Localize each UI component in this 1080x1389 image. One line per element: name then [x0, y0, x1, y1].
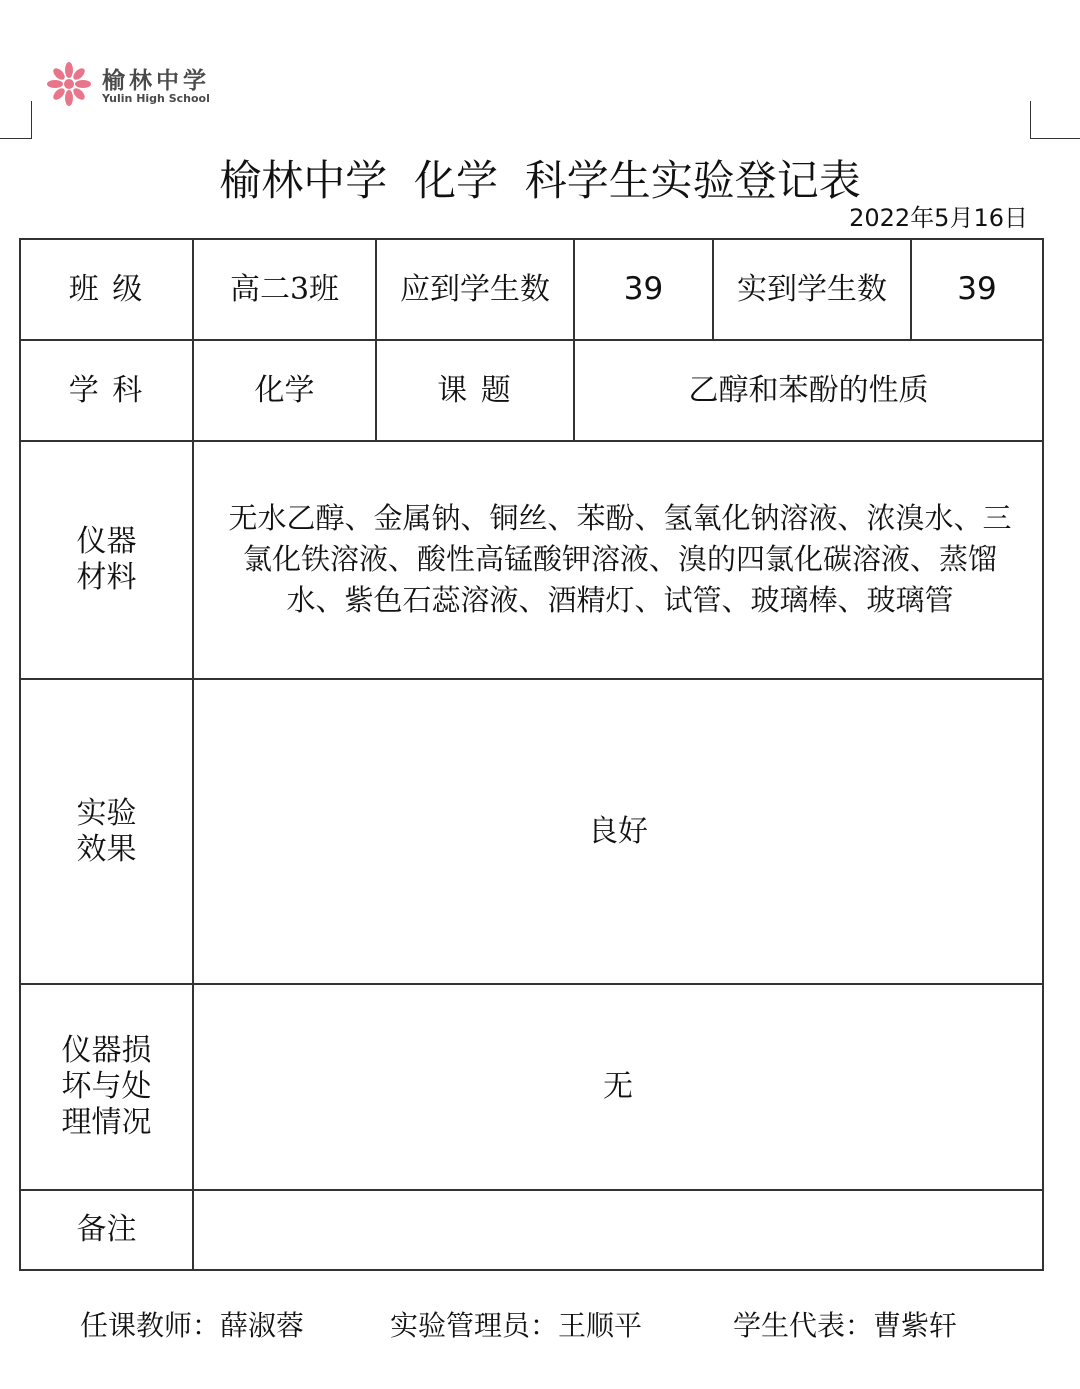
subject-label: 学 科: [20, 340, 193, 441]
expected-students-label: 应到学生数: [376, 239, 574, 340]
crop-mark-left: [0, 138, 32, 139]
topic-value: 乙醇和苯酚的性质: [574, 340, 1043, 441]
student-rep-signature: 学生代表：曹紫轩: [733, 1309, 958, 1342]
experiment-register-table: [19, 238, 1044, 1271]
table-row: [20, 679, 1043, 984]
damage-label-line: 理情况: [61, 1105, 152, 1140]
result-label-line: 实验: [76, 795, 137, 831]
result-label-line: 效果: [76, 831, 137, 867]
damage-label-line: 仪器损: [61, 1033, 152, 1068]
school-logo: [44, 60, 244, 110]
crop-mark-right-vertical: [1030, 101, 1031, 139]
damage-label: [20, 984, 193, 1190]
table-row: [20, 340, 1043, 441]
topic-label: 课 题: [376, 340, 574, 441]
actual-students-label: 实到学生数: [713, 239, 911, 340]
logo-school-name: 榆林中学: [102, 67, 210, 94]
form-date: 2022年5月16日: [849, 204, 1028, 232]
crop-mark-right: [1030, 138, 1080, 139]
remark-label: 备注: [20, 1190, 193, 1270]
damage-value: 无: [193, 984, 1043, 1190]
expected-students-value: 39: [574, 239, 713, 340]
table-row: [20, 239, 1043, 340]
table-row: [20, 984, 1043, 1190]
materials-label-line: 材料: [76, 560, 137, 595]
class-value: 高二3班: [193, 239, 376, 340]
form-title: 榆林中学 化学 科学生实验登记表: [219, 156, 861, 205]
lab-admin-signature: 实验管理员：王顺平: [390, 1309, 643, 1342]
logo-school-name-en: Yulin High School: [102, 92, 210, 105]
table-row: [20, 441, 1043, 679]
result-label: [20, 679, 193, 984]
crop-mark-left-vertical: [31, 101, 32, 139]
teacher-signature: 任课教师：薛淑蓉: [80, 1309, 305, 1342]
class-label: 班 级: [20, 239, 193, 340]
signature-footer: [0, 1304, 1080, 1344]
subject-value: 化学: [193, 340, 376, 441]
damage-label-line: 坏与处: [61, 1069, 152, 1104]
table-row: [20, 1190, 1043, 1270]
flower-logo-icon: [44, 62, 94, 106]
remark-value: [193, 1190, 1043, 1270]
materials-label-line: 仪器: [76, 524, 137, 559]
materials-label: [20, 441, 193, 679]
result-value: 良好: [193, 679, 1043, 984]
materials-value: 无水乙醇、金属钠、铜丝、苯酚、氢氧化钠溶液、浓溴水、三氯化铁溶液、酸性高锰酸钾溶液、溴的四氯化碳溶液、蒸馏水、紫色石蕊溶液、酒精灯、试管、玻璃棒、玻璃管: [193, 441, 1043, 679]
actual-students-value: 39: [911, 239, 1043, 340]
